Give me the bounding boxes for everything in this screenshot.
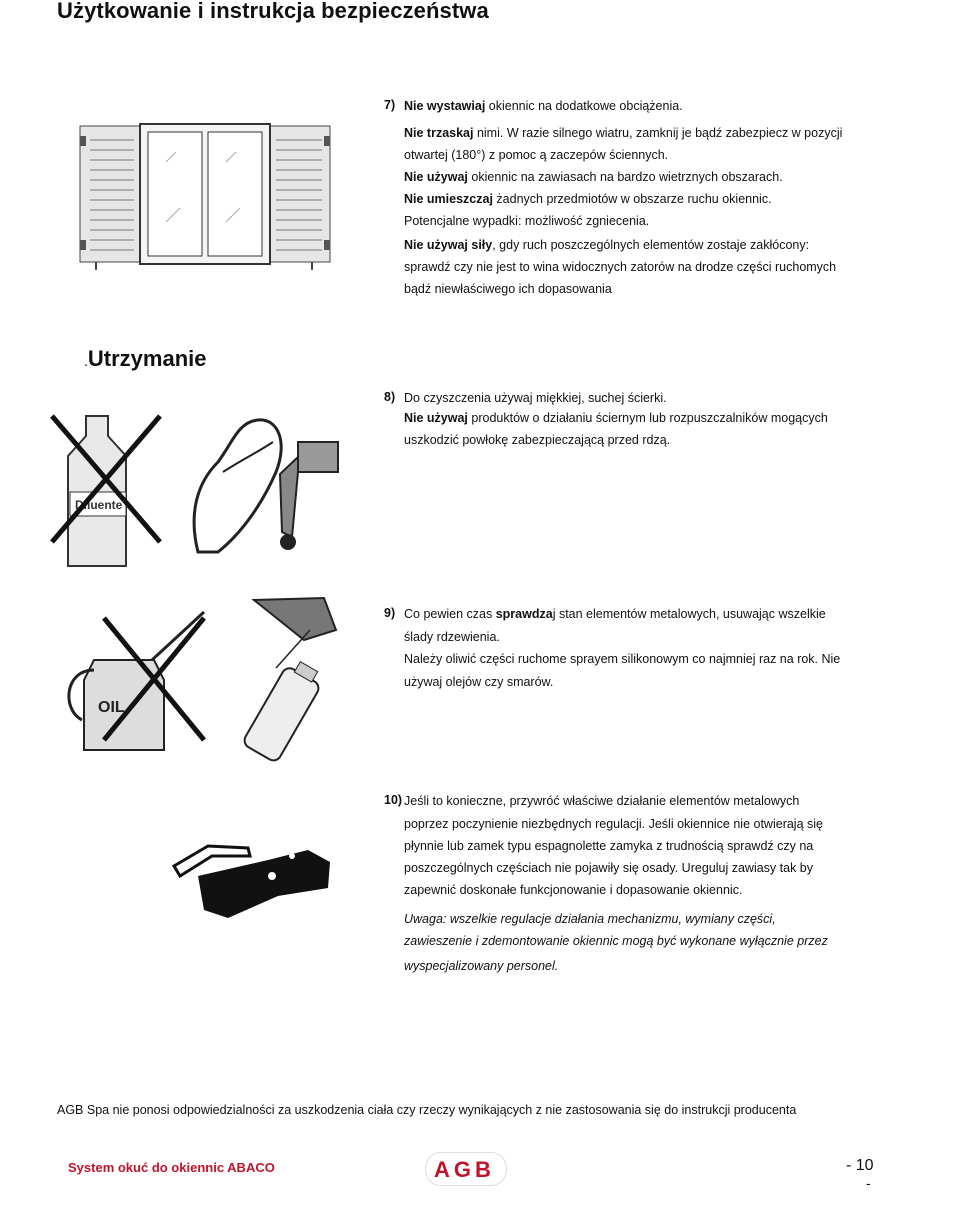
s9-line-1: Co pewien czas sprawdzaj stan elementów metalowych, usuwając wszelkie bbox=[404, 607, 826, 621]
adjustment-illustration bbox=[168, 826, 338, 926]
s7-line-4: Nie używaj okiennic na zawiasach na bardzo wietrznych obszarach. bbox=[404, 170, 783, 184]
disclaimer: AGB Spa nie ponosi odpowiedzialności za uszkodzenia ciała czy rzeczy wynikających z nie zastosowania się do instrukcji producenta bbox=[57, 1103, 797, 1117]
diluente-label: Diluente bbox=[75, 498, 123, 512]
s7-line-9: bądź niewłaściwego ich dopasowania bbox=[404, 282, 612, 296]
s9-line-4: używaj olejów czy smarów. bbox=[404, 675, 554, 689]
s7-line-1: Nie wystawiaj okiennic na dodatkowe obciążenia. bbox=[404, 99, 683, 113]
lubrication-illustration bbox=[54, 590, 364, 770]
item-number-10: 10) bbox=[384, 793, 403, 807]
s10-note-2: zawieszenie i zdemontowanie okiennic mogą być wykonane wyłącznie przez bbox=[404, 934, 828, 948]
s8-line-2: Nie używaj produktów o działaniu ściernym lub rozpuszczalników mogących bbox=[404, 411, 828, 425]
window-shutters-illustration bbox=[76, 122, 334, 272]
agb-logo: AGB bbox=[425, 1152, 507, 1186]
s10-line-2: poprzez poczynienie niezbędnych regulacji. Jeśli okiennice nie otwierają się bbox=[404, 817, 823, 831]
s10-note-3: wyspecjalizowany personel. bbox=[404, 959, 559, 973]
s10-note-1: Uwaga: wszelkie regulacje działania mechanizmu, wymiany części, bbox=[404, 912, 776, 926]
s9-line-2: ślady rdzewienia. bbox=[404, 630, 500, 644]
s7-line-8: sprawdź czy nie jest to wina widocznych zatorów na drodze części ruchomych bbox=[404, 260, 837, 274]
section-title: .Utrzymanie bbox=[84, 346, 207, 371]
s9-line-3: Należy oliwić części ruchome sprayem silikonowym co najmniej raz na rok. Nie bbox=[404, 652, 841, 666]
item-number-8: 8) bbox=[384, 390, 396, 404]
s7-line-5: Nie umieszczaj żadnych przedmiotów w obszarze ruchu okiennic. bbox=[404, 192, 772, 206]
oil-label: OIL bbox=[98, 699, 125, 716]
page-title: Użytkowanie i instrukcja bezpieczeństwa bbox=[57, 0, 489, 23]
s7-line-6: Potencjalne wypadki: możliwość zgniecenia. bbox=[404, 214, 650, 228]
s10-line-5: zapewnić doskonałe funkcjonowanie i dopasowanie okiennic. bbox=[404, 883, 743, 897]
s10-line-1: Jeśli to konieczne, przywróć właściwe działanie elementów metalowych bbox=[404, 794, 800, 808]
s10-line-3: płynnie lub zamek typu espagnolette zamyka z trudnością sprawdź czy na bbox=[404, 839, 814, 853]
s8-line-3: uszkodzić powłokę zabezpieczającą przed rdzą. bbox=[404, 433, 671, 447]
cleaning-illustration bbox=[48, 402, 358, 574]
page-number: - 10 bbox=[846, 1157, 874, 1174]
s8-line-1: Do czyszczenia używaj miękkiej, suchej ścierki. bbox=[404, 391, 667, 405]
item-number-9: 9) bbox=[384, 606, 396, 620]
brand-name: System okuć do okiennic ABACO bbox=[68, 1160, 275, 1175]
item-number-7: 7) bbox=[384, 98, 396, 112]
s7-line-2: Nie trzaskaj nimi. W razie silnego wiatru, zamknij je bądź zabezpiecz w pozycji bbox=[404, 126, 843, 140]
page-dash: - bbox=[866, 1175, 871, 1191]
s7-line-3: otwartej (180°) z pomoc ą zaczepów ściennych. bbox=[404, 148, 669, 162]
s10-line-4: poszczególnych częściach nie pojawiły się osady. Ureguluj zawiasy tak by bbox=[404, 861, 813, 875]
s7-line-7: Nie używaj siły, gdy ruch poszczególnych elementów zostaje zakłócony: bbox=[404, 238, 810, 252]
